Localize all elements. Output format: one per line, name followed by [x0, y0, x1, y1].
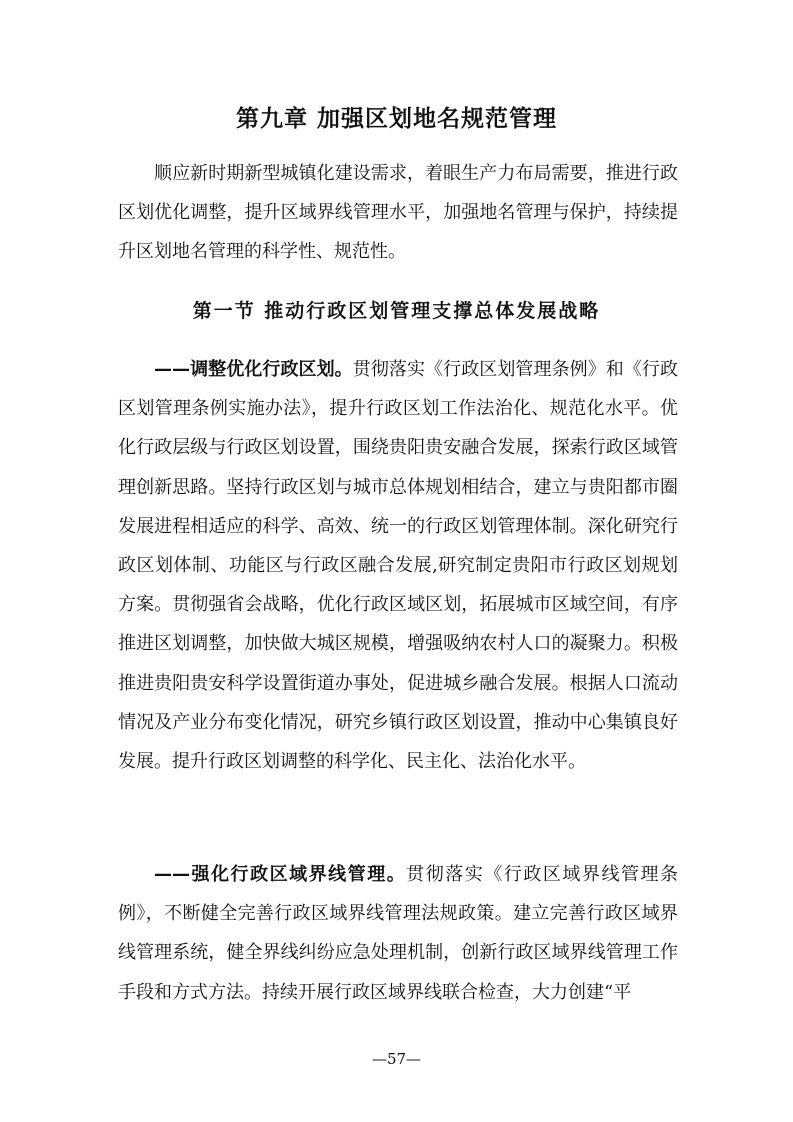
paragraph-boundary-management: [118, 855, 678, 1012]
paragraph-lead-heading: ——强化行政区域界线管理。: [154, 864, 407, 885]
paragraph-body-text: 贯彻落实《行政区划管理条例》和《行政区划管理条例实施办法》，提升行政区划工作法治化、规范化水平。优化行政层级与行政区划设置，围绕贵阳贵安融合发展，探索行政区域管理创新思路。坚持行政区划与城市总体规划相结合，建立与贵阳都市圈发展进程相适应的科学、高效、统一的行政区划管理体制。深化研究行政区划体制、功能区与行政区融合发展,研究制定贵阳市行政区划规划方案。贯彻强省会战略，优化行政区域区划，拓展城市区域空间，有序推进区划调整，加快做大城区规模，增强吸纳农村人口的凝聚力。积极推进贵阳贵安科学设置街道办事处，促进城乡融合发展。根据人口流动情况及产业分布变化情况，研究乡镇行政区划设置，推动中心集镇良好发展。提升行政区划调整的科学化、民主化、法治化水平。: [118, 359, 679, 773]
paragraph-lead-heading: ——调整优化行政区划。: [154, 359, 353, 380]
chapter-intro-paragraph: 顺应新时期新型城镇化建设需求，着眼生产力布局需要，推进行政区划优化调整，提升区域界线管理水平，加强地名管理与保护，持续提升区划地名管理的科学性、规范性。: [118, 163, 678, 263]
chapter-title: 第九章 加强区划地名规范管理: [235, 106, 557, 132]
paragraph-adjust-divisions: [118, 350, 678, 781]
section-title: 第一节 推动行政区划管理支撑总体发展战略: [192, 300, 601, 322]
page-number: —57—: [371, 1050, 422, 1068]
paragraph-body-text: 贯彻落实《行政区域界线管理条例》，不断健全完善行政区域界线管理法规政策。建立完善行政区域界线管理系统，健全界线纠纷应急处理机制，创新行政区域界线管理工作手段和方式方法。持续开展行政区域界线联合检查，大力创建“平: [118, 864, 679, 1003]
